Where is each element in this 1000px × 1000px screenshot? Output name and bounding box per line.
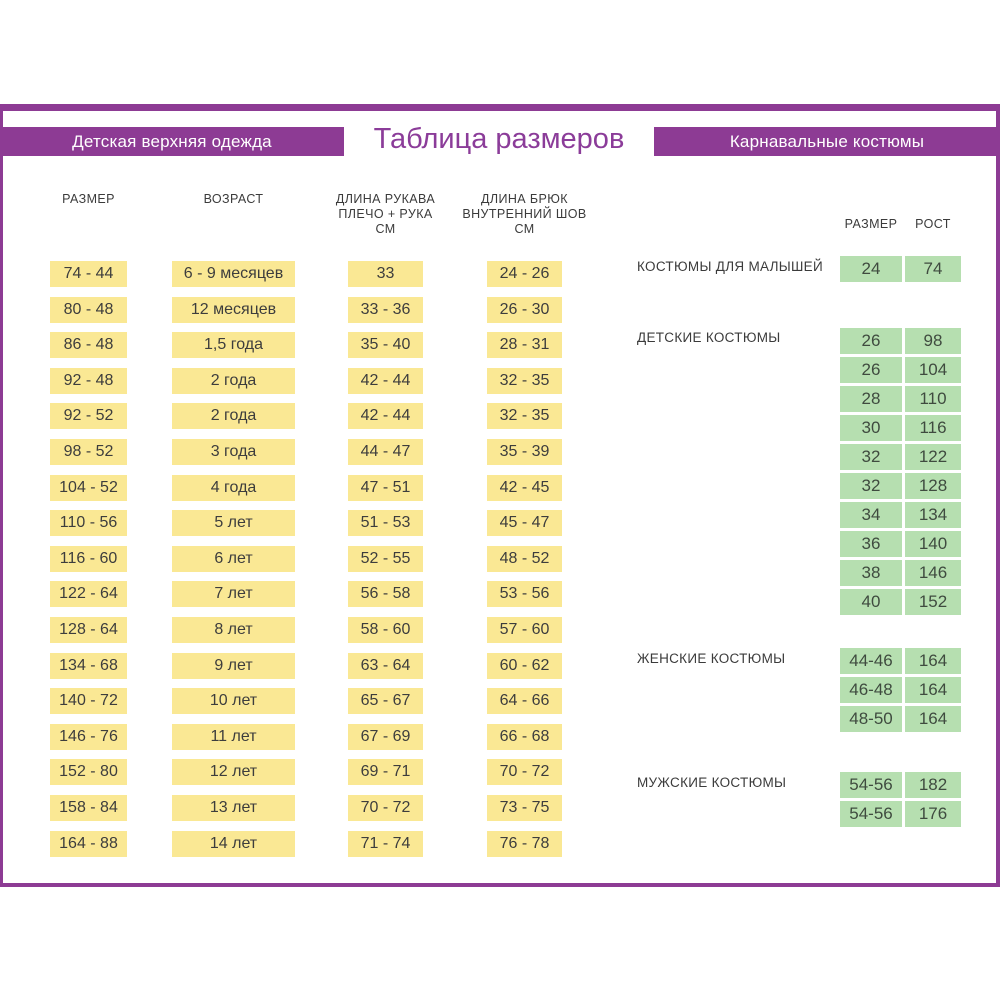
size-cell: 51 - 53 xyxy=(348,510,423,536)
costume-row xyxy=(840,677,961,703)
size-cell: 11 лет xyxy=(172,724,295,750)
column-header-line: СМ xyxy=(375,222,396,236)
size-cell: 134 - 68 xyxy=(50,653,127,679)
size-cell: 45 - 47 xyxy=(487,510,562,536)
costume-row xyxy=(840,560,961,586)
costume-size-cell: 54-56 xyxy=(840,801,902,827)
size-cell: 24 - 26 xyxy=(487,261,562,287)
costume-height-cell: 128 xyxy=(905,473,961,499)
size-cell: 164 - 88 xyxy=(50,831,127,857)
size-cell: 70 - 72 xyxy=(348,795,423,821)
costume-height-cell: 110 xyxy=(905,386,961,412)
costume-row xyxy=(840,589,961,615)
costume-section-rows xyxy=(840,648,961,732)
size-cell: 28 - 31 xyxy=(487,332,562,358)
costume-height-cell: 140 xyxy=(905,531,961,557)
costume-size-cell: 24 xyxy=(840,256,902,282)
size-cell: 9 лет xyxy=(172,653,295,679)
costume-size-cell: 36 xyxy=(840,531,902,557)
costume-row xyxy=(840,706,961,732)
size-cell: 14 лет xyxy=(172,831,295,857)
size-cell: 76 - 78 xyxy=(487,831,562,857)
size-cell: 86 - 48 xyxy=(50,332,127,358)
column-header xyxy=(132,192,335,207)
size-cell: 92 - 52 xyxy=(50,403,127,429)
column-header-line: СМ xyxy=(514,222,535,236)
size-cell: 10 лет xyxy=(172,688,295,714)
costume-row xyxy=(840,256,961,282)
column-header-line: ДЛИНА РУКАВА xyxy=(335,192,436,206)
size-cell: 26 - 30 xyxy=(487,297,562,323)
costume-height-cell: 146 xyxy=(905,560,961,586)
costume-height-cell: 74 xyxy=(905,256,961,282)
size-cell: 57 - 60 xyxy=(487,617,562,643)
costume-row xyxy=(840,444,961,470)
size-cell: 6 лет xyxy=(172,546,295,572)
size-cell: 67 - 69 xyxy=(348,724,423,750)
costume-row xyxy=(840,772,961,798)
size-cell: 3 года xyxy=(172,439,295,465)
size-cell: 2 года xyxy=(172,368,295,394)
costume-height-cell: 122 xyxy=(905,444,961,470)
costume-size-cell: 28 xyxy=(840,386,902,412)
costume-section-rows xyxy=(840,328,961,615)
costume-section-label: ЖЕНСКИЕ КОСТЮМЫ xyxy=(637,651,786,666)
size-cell: 4 года xyxy=(172,475,295,501)
size-cell: 80 - 48 xyxy=(50,297,127,323)
costume-height-cell: 164 xyxy=(905,706,961,732)
size-cell: 52 - 55 xyxy=(348,546,423,572)
size-cell: 60 - 62 xyxy=(487,653,562,679)
costume-size-cell: 38 xyxy=(840,560,902,586)
size-cell: 140 - 72 xyxy=(50,688,127,714)
costume-height-cell: 164 xyxy=(905,677,961,703)
size-cell: 128 - 64 xyxy=(50,617,127,643)
size-cell: 74 - 44 xyxy=(50,261,127,287)
size-cell: 13 лет xyxy=(172,795,295,821)
costume-height-cell: 152 xyxy=(905,589,961,615)
costume-row xyxy=(840,386,961,412)
size-cell: 7 лет xyxy=(172,581,295,607)
size-cell: 64 - 66 xyxy=(487,688,562,714)
costume-size-cell: 34 xyxy=(840,502,902,528)
size-cell: 73 - 75 xyxy=(487,795,562,821)
costume-row xyxy=(840,415,961,441)
costume-section-label: МУЖСКИЕ КОСТЮМЫ xyxy=(637,775,787,790)
size-cell: 69 - 71 xyxy=(348,759,423,785)
costume-size-cell: 48-50 xyxy=(840,706,902,732)
costume-size-cell: 54-56 xyxy=(840,772,902,798)
column-cells xyxy=(50,261,127,857)
costume-section-label: ДЕТСКИЕ КОСТЮМЫ xyxy=(637,330,781,345)
costume-row xyxy=(840,531,961,557)
size-cell: 71 - 74 xyxy=(348,831,423,857)
costume-height-cell: 104 xyxy=(905,357,961,383)
size-cell: 53 - 56 xyxy=(487,581,562,607)
costume-height-cell: 176 xyxy=(905,801,961,827)
costume-section-label: КОСТЮМЫ ДЛЯ МАЛЫШЕЙ xyxy=(637,259,823,274)
size-cell: 1,5 года xyxy=(172,332,295,358)
costume-height-cell: 164 xyxy=(905,648,961,674)
costume-size-cell: 40 xyxy=(840,589,902,615)
column-header xyxy=(308,192,463,237)
size-cell: 42 - 44 xyxy=(348,368,423,394)
size-cell: 58 - 60 xyxy=(348,617,423,643)
column-cells xyxy=(172,261,295,857)
size-cell: 63 - 64 xyxy=(348,653,423,679)
size-cell: 65 - 67 xyxy=(348,688,423,714)
page-title: Таблица размеров xyxy=(373,123,625,155)
size-cell: 158 - 84 xyxy=(50,795,127,821)
column-header-line: ДЛИНА БРЮК xyxy=(481,192,568,206)
costume-size-cell: 32 xyxy=(840,444,902,470)
costume-height-cell: 182 xyxy=(905,772,961,798)
costume-section-rows xyxy=(840,772,961,827)
size-cell: 44 - 47 xyxy=(348,439,423,465)
size-cell: 116 - 60 xyxy=(50,546,127,572)
size-cell: 33 xyxy=(348,261,423,287)
costume-size-cell: 44-46 xyxy=(840,648,902,674)
costume-height-cell: 134 xyxy=(905,502,961,528)
size-cell: 122 - 64 xyxy=(50,581,127,607)
size-cell: 33 - 36 xyxy=(348,297,423,323)
costume-height-cell: 98 xyxy=(905,328,961,354)
size-cell: 152 - 80 xyxy=(50,759,127,785)
costume-row xyxy=(840,473,961,499)
size-cell: 42 - 45 xyxy=(487,475,562,501)
column-header-line: РАЗМЕР xyxy=(62,192,115,206)
column-cells xyxy=(348,261,423,857)
size-cell: 70 - 72 xyxy=(487,759,562,785)
costume-size-cell: 46-48 xyxy=(840,677,902,703)
costume-height-cell: 116 xyxy=(905,415,961,441)
column-header-line: ВНУТРЕННИЙ ШОВ xyxy=(462,207,587,221)
size-cell: 35 - 39 xyxy=(487,439,562,465)
size-cell: 110 - 56 xyxy=(50,510,127,536)
size-cell: 8 лет xyxy=(172,617,295,643)
banner-children-outerwear: Детская верхняя одежда xyxy=(0,127,344,156)
costume-size-cell: 26 xyxy=(840,328,902,354)
size-cell: 32 - 35 xyxy=(487,403,562,429)
column-cells xyxy=(487,261,562,857)
column-header-line: ПЛЕЧО + РУКА xyxy=(338,207,433,221)
size-cell: 5 лет xyxy=(172,510,295,536)
banner-carnival-costumes: Карнавальные костюмы xyxy=(654,127,1000,156)
costume-row xyxy=(840,357,961,383)
size-cell: 98 - 52 xyxy=(50,439,127,465)
costumes-height-header: РОСТ xyxy=(915,217,951,231)
size-cell: 104 - 52 xyxy=(50,475,127,501)
size-cell: 146 - 76 xyxy=(50,724,127,750)
costume-row xyxy=(840,648,961,674)
column-header xyxy=(447,192,602,237)
size-cell: 48 - 52 xyxy=(487,546,562,572)
costume-size-cell: 32 xyxy=(840,473,902,499)
costume-row xyxy=(840,801,961,827)
size-cell: 56 - 58 xyxy=(348,581,423,607)
costume-section-rows xyxy=(840,256,961,282)
size-cell: 32 - 35 xyxy=(487,368,562,394)
size-cell: 12 месяцев xyxy=(172,297,295,323)
costume-size-cell: 30 xyxy=(840,415,902,441)
column-header-line: ВОЗРАСТ xyxy=(203,192,264,206)
costume-size-cell: 26 xyxy=(840,357,902,383)
size-cell: 12 лет xyxy=(172,759,295,785)
size-cell: 35 - 40 xyxy=(348,332,423,358)
costume-row xyxy=(840,502,961,528)
size-cell: 92 - 48 xyxy=(50,368,127,394)
costume-row xyxy=(840,328,961,354)
size-cell: 2 года xyxy=(172,403,295,429)
costumes-size-header: РАЗМЕР xyxy=(844,217,898,231)
size-cell: 47 - 51 xyxy=(348,475,423,501)
size-cell: 6 - 9 месяцев xyxy=(172,261,295,287)
size-cell: 66 - 68 xyxy=(487,724,562,750)
size-cell: 42 - 44 xyxy=(348,403,423,429)
